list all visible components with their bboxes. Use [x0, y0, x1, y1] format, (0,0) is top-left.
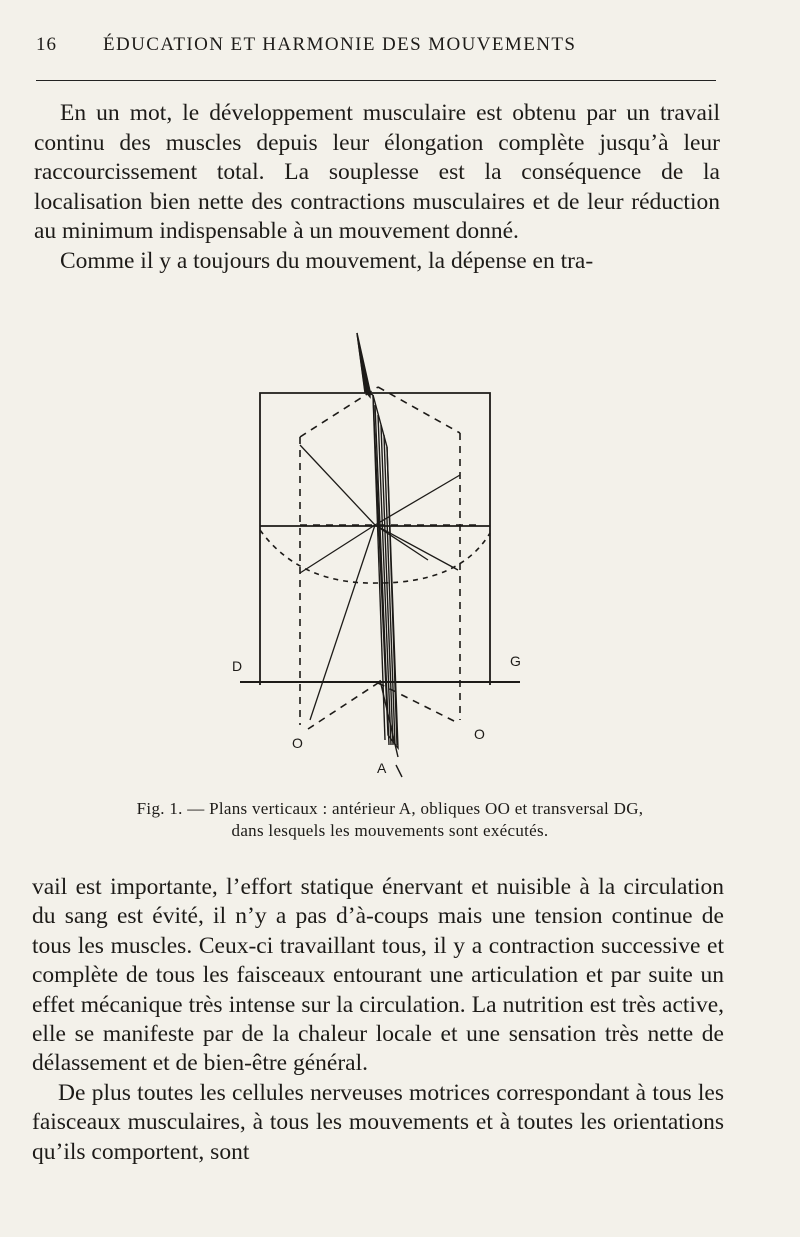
text-block-bottom [32, 873, 724, 1167]
header-rule [36, 80, 716, 81]
label-g: G [510, 653, 521, 669]
paragraph: De plus toutes les cellules nerveuses motrices correspondant à tous les faisceaux musculaires, à tous les mouvements et à toutes les orientations qu’ils comportent, sont [32, 1079, 724, 1165]
caption-line-2: dans lesquels les mouvements sont exécutés. [231, 821, 549, 840]
paragraph: En un mot, le développement musculaire est obtenu par un travail continu des muscles depuis leur élongation complète jusqu’à leur raccourcissement total. La souplesse est la conséquence de la localisation bien nette des contractions musculaires et de leur réduction au minimum indispensable à un mouvement donné. [34, 100, 720, 244]
label-d: D [232, 658, 243, 674]
radial-line [300, 525, 375, 573]
figure-1 [220, 325, 540, 785]
paragraph: Comme il y a toujours du mouvement, la dépense en tra- [60, 247, 594, 274]
running-head [36, 34, 726, 64]
figure-caption [60, 798, 720, 842]
oblique-bottom-left [308, 683, 378, 729]
planes-diagram [220, 325, 540, 785]
label-o-right: O [474, 726, 485, 742]
label-a: A [377, 760, 387, 776]
paragraph: vail est importante, l’effort statique énervant et nuisible à la circulation du sang est évité, il n’y a pas d’à-coups mais une tension continue de tous les muscles. Ceux-ci travaillant tous, il y a contraction successive et complète de tous les faisceaux entourant une articulation et par suite un effet mécanique très intense sur la circulation. La nutrition est très active, elle se manifeste par de la chaleur locale et une sensation très nette de délassement et de bien-être général. [32, 874, 724, 1077]
anterior-plane-a [357, 333, 402, 777]
page-number: 16 [36, 34, 57, 55]
dashed-arc [260, 530, 490, 583]
text-block-top [34, 99, 720, 276]
caption-line-1: Fig. 1. — Plans verticaux : antérieur A, obliques OO et transversal DG, [136, 799, 644, 818]
oblique-plane-top-left [300, 387, 378, 437]
running-title: ÉDUCATION ET HARMONIE DES MOUVEMENTS [103, 34, 577, 55]
label-o-left: O [292, 735, 303, 751]
radial-line [300, 445, 375, 525]
